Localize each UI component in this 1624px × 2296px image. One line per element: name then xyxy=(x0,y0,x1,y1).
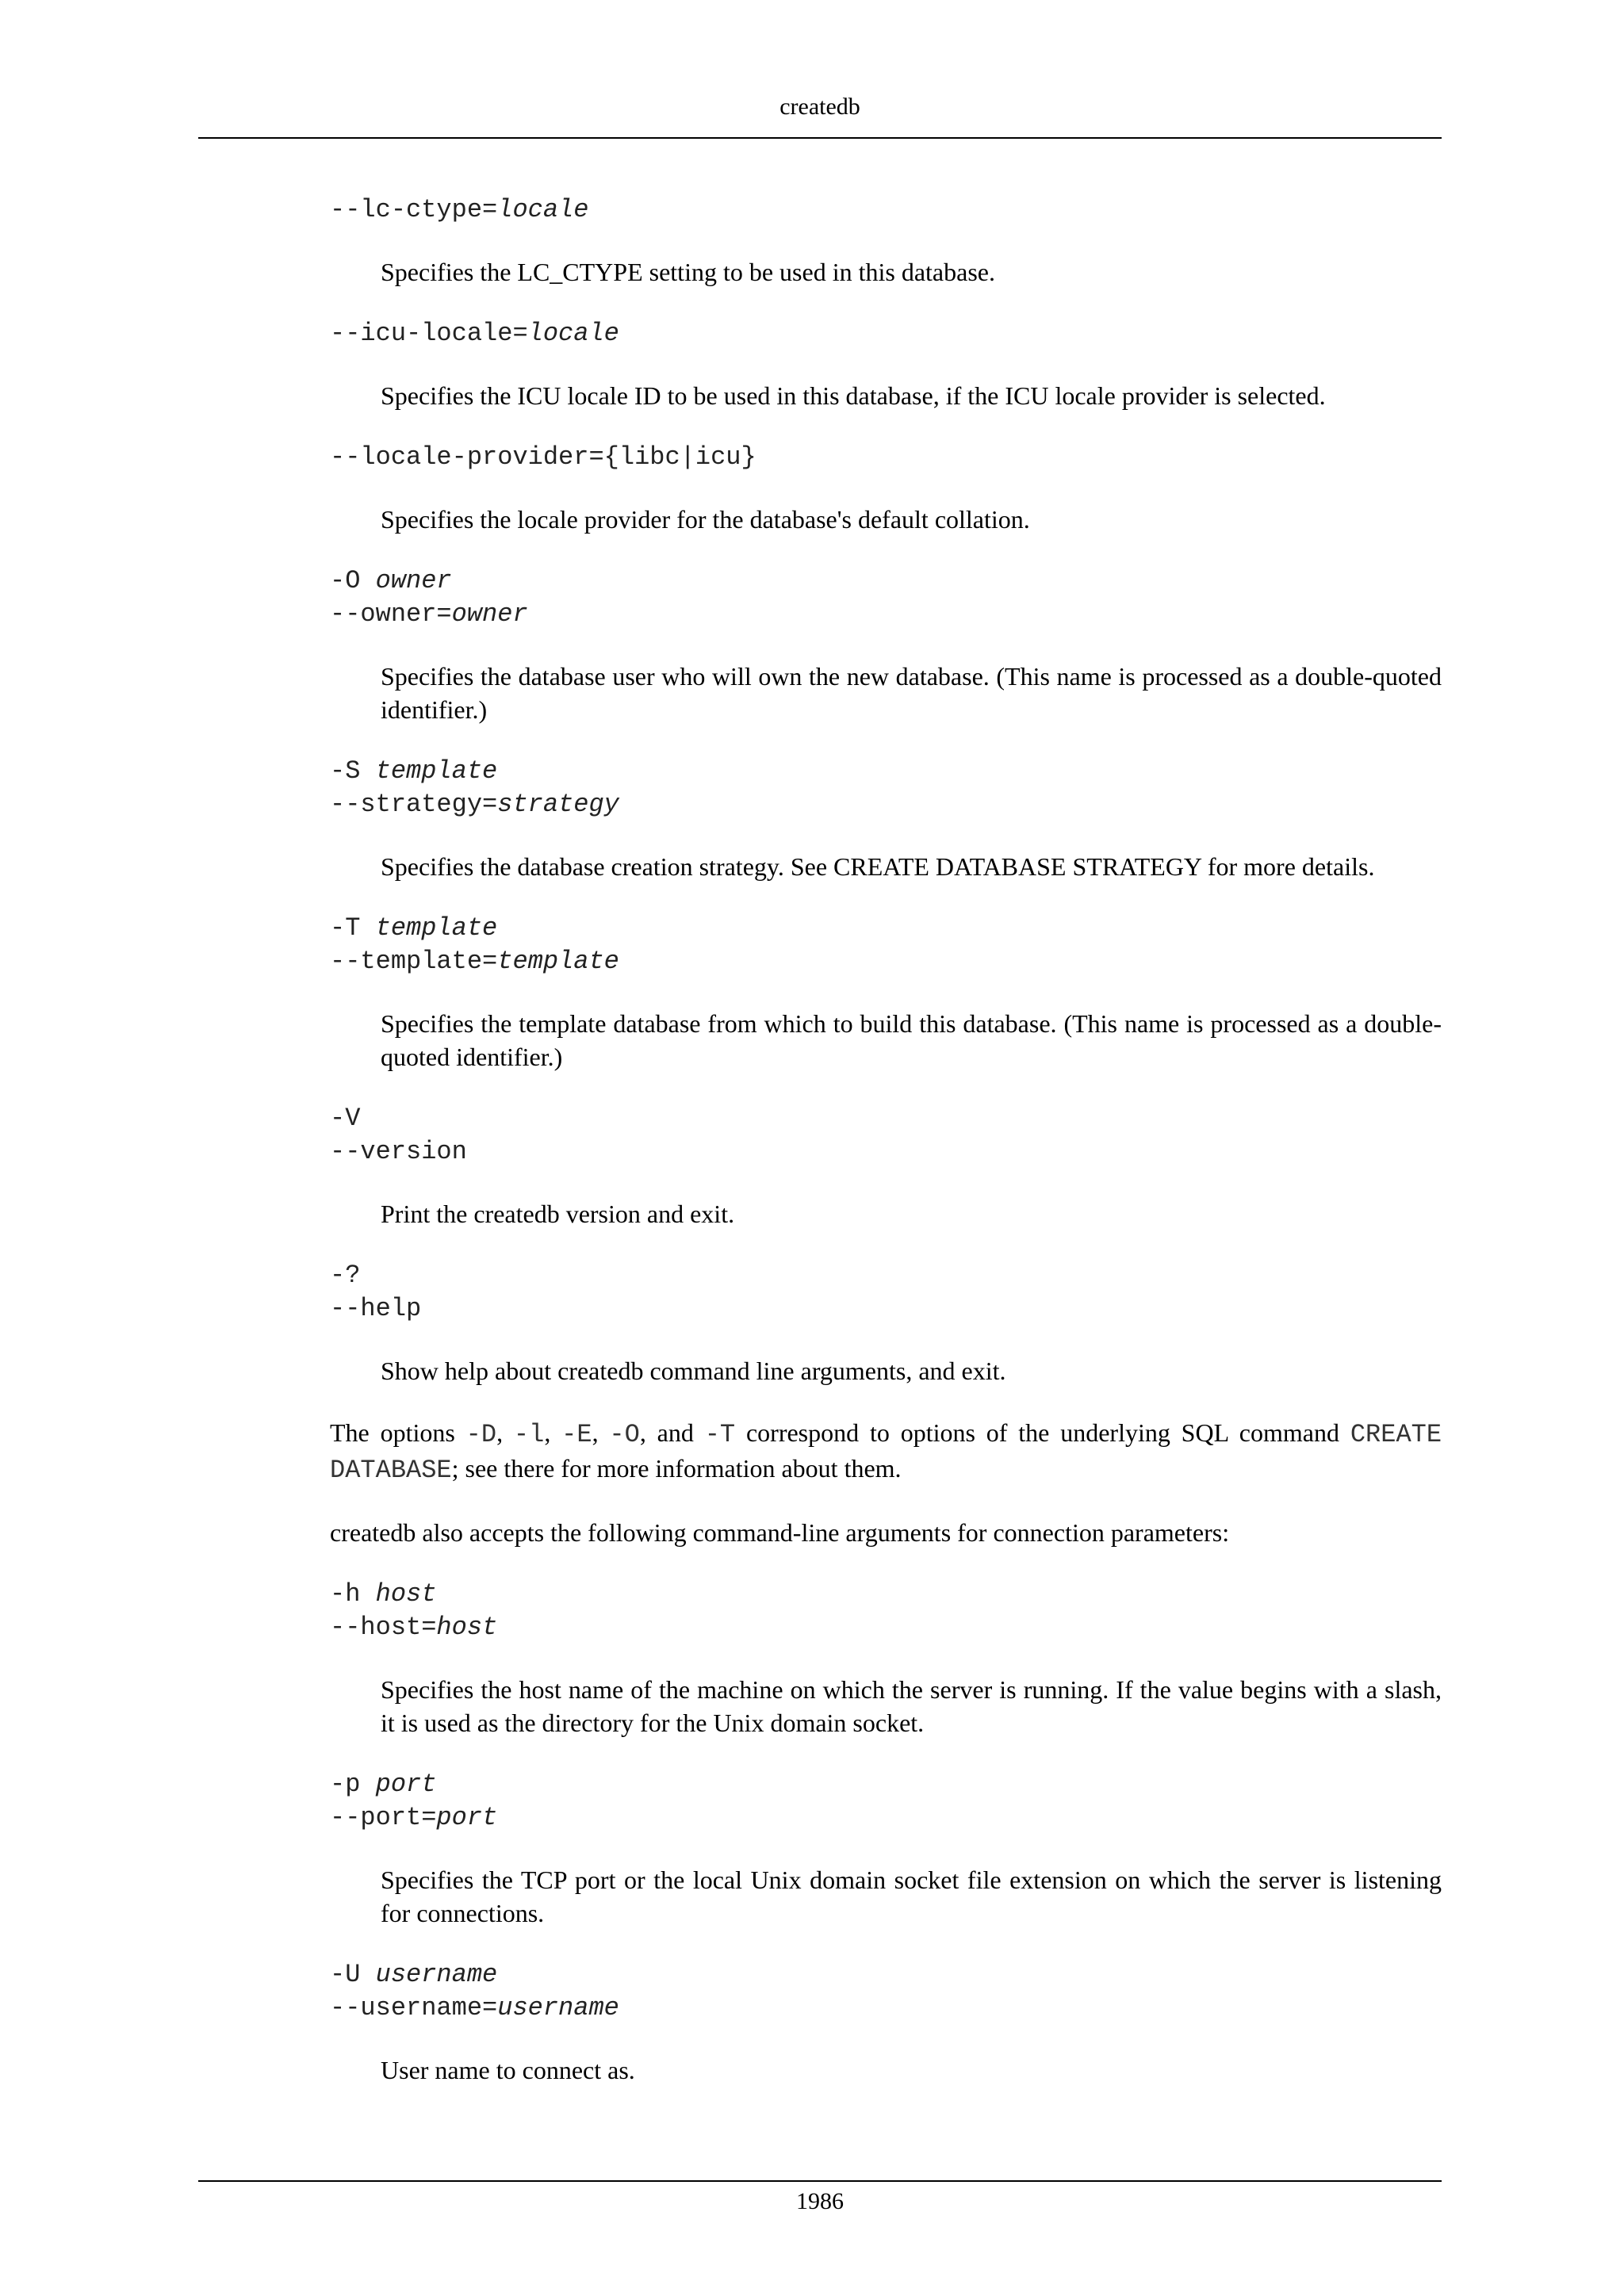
option-argument: username xyxy=(375,1960,498,1989)
option-flag: --help xyxy=(330,1294,422,1323)
option-term xyxy=(330,1611,1442,1644)
option-description: Specifies the ICU locale ID to be used in this database, if the ICU locale provider is selected. xyxy=(381,381,1326,410)
option-description: Specifies the database creation strategy. See CREATE DATABASE STRATEGY for more details. xyxy=(381,852,1375,881)
header-rule xyxy=(198,137,1442,139)
option-term xyxy=(330,1768,1442,1801)
option-entry xyxy=(330,441,1442,536)
option-description: Show help about createdb command line arguments, and exit. xyxy=(381,1357,1006,1385)
option-argument: port xyxy=(436,1803,498,1832)
option-flag: -O xyxy=(330,566,376,595)
option-term xyxy=(330,945,1442,978)
option-term xyxy=(330,1292,1442,1326)
option-term xyxy=(330,912,1442,945)
option-flag: --username= xyxy=(330,1993,498,2022)
option-entry xyxy=(330,1768,1442,1930)
option-entry xyxy=(330,564,1442,726)
option-flag: --icu-locale= xyxy=(330,319,528,348)
option-argument: host xyxy=(436,1613,498,1642)
option-argument: owner xyxy=(375,566,452,595)
option-term xyxy=(330,598,1442,631)
option-flag: -? xyxy=(330,1261,361,1290)
option-term xyxy=(330,317,1442,350)
option-term xyxy=(330,755,1442,788)
option-entry xyxy=(330,1259,1442,1387)
option-flag: -U xyxy=(330,1960,376,1989)
option-flag: --owner= xyxy=(330,599,452,629)
options-note: The options -D, -l, -E, -O, and -T correspond to options of the underlying SQL command CREATE DATABASE; see there for more information about them. xyxy=(330,1418,1442,1485)
page-content xyxy=(330,193,1442,2115)
footer-rule xyxy=(198,2180,1442,2182)
option-flag: --port= xyxy=(330,1803,437,1832)
option-flag: --host= xyxy=(330,1613,437,1642)
option-flag: --locale-provider={libc|icu} xyxy=(330,442,756,472)
option-term xyxy=(330,1958,1442,1992)
option-argument: template xyxy=(375,756,498,786)
option-argument: host xyxy=(375,1579,437,1609)
option-entry xyxy=(330,1578,1442,1739)
option-description: User name to connect as. xyxy=(381,2056,635,2084)
option-term xyxy=(330,1578,1442,1611)
option-term xyxy=(330,1102,1442,1135)
option-term xyxy=(330,788,1442,821)
option-argument: username xyxy=(497,1993,619,2022)
option-term xyxy=(330,1992,1442,2025)
option-flag: --template= xyxy=(330,947,498,976)
option-flag: --version xyxy=(330,1137,467,1166)
option-entry xyxy=(330,1958,1442,2087)
running-header: createdb xyxy=(779,94,860,120)
option-entry xyxy=(330,912,1442,1073)
connection-intro: createdb also accepts the following command-line arguments for connection parameters: xyxy=(330,1518,1230,1547)
option-description: Print the createdb version and exit. xyxy=(381,1200,735,1228)
option-flag: --lc-ctype= xyxy=(330,195,498,224)
option-flag: -V xyxy=(330,1104,361,1133)
option-argument: strategy xyxy=(497,790,619,819)
option-flag: -S xyxy=(330,756,376,786)
option-term xyxy=(330,564,1442,598)
option-entry xyxy=(330,1102,1442,1230)
option-term xyxy=(330,193,1442,227)
option-argument: locale xyxy=(527,319,619,348)
option-list xyxy=(330,193,1442,1387)
option-description: Specifies the LC_CTYPE setting to be used in this database. xyxy=(381,258,995,286)
option-flag: -p xyxy=(330,1770,376,1799)
option-entry xyxy=(330,317,1442,412)
option-description: Specifies the host name of the machine on which the server is running. If the value begins with a slash, it is used as the directory for the Unix domain socket. xyxy=(381,1675,1442,1737)
option-term xyxy=(330,441,1442,474)
option-entry xyxy=(330,755,1442,883)
page-number: 1986 xyxy=(796,2188,844,2214)
option-term xyxy=(330,1135,1442,1169)
option-description: Specifies the locale provider for the database's default collation. xyxy=(381,505,1030,534)
option-flag: -h xyxy=(330,1579,376,1609)
option-description: Specifies the template database from which to build this database. (This name is processed as a double-quoted identifier.) xyxy=(381,1009,1442,1071)
option-term xyxy=(330,1259,1442,1292)
option-argument: template xyxy=(375,913,498,943)
option-argument: template xyxy=(497,947,619,976)
connection-option-list xyxy=(330,1578,1442,2087)
option-argument: port xyxy=(375,1770,437,1799)
option-term xyxy=(330,1801,1442,1835)
option-description: Specifies the TCP port or the local Unix domain socket file extension on which the server is listening for connections. xyxy=(381,1866,1442,1927)
option-entry xyxy=(330,193,1442,289)
option-argument: owner xyxy=(451,599,528,629)
option-flag: -T xyxy=(330,913,376,943)
option-description: Specifies the database user who will own the new database. (This name is processed as a double-quoted identifier.) xyxy=(381,662,1442,724)
option-flag: --strategy= xyxy=(330,790,498,819)
option-argument: locale xyxy=(497,195,589,224)
